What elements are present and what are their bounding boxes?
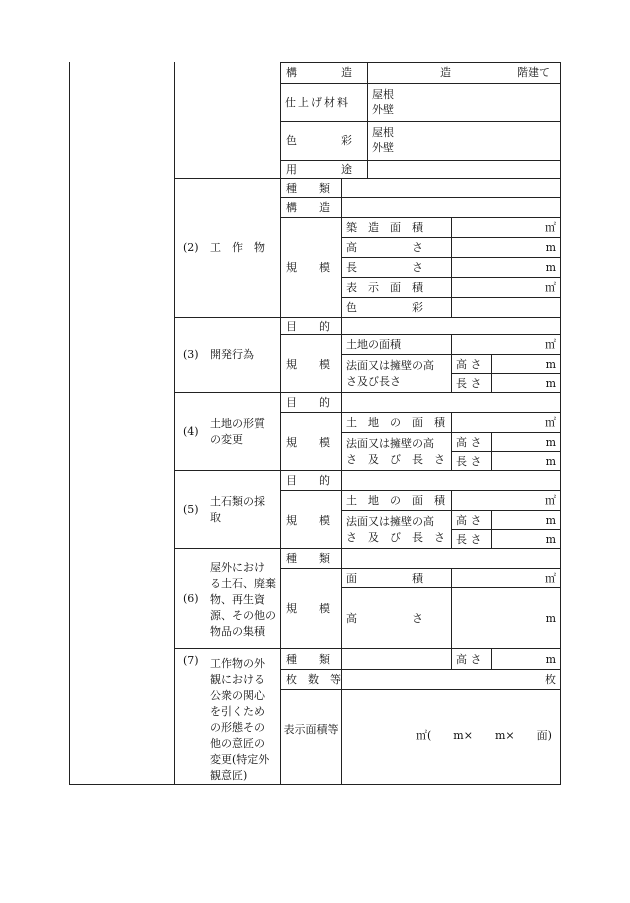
display-area-label: 表 示 面 積 [346, 281, 423, 294]
unit-m: m [545, 455, 556, 468]
scale-label: 規 模 [286, 358, 330, 371]
section-title-line2: 取 [210, 511, 221, 524]
section-number: (2) [183, 241, 199, 254]
finish-label: 仕上げ材料 [285, 96, 350, 109]
row-border [280, 689, 561, 690]
structure-label: 構 造 [286, 66, 352, 79]
column-divider [341, 178, 342, 785]
color-label: 色 彩 [286, 134, 352, 147]
row-border [280, 121, 561, 122]
section-border [174, 178, 561, 179]
use-label: 用 途 [286, 163, 352, 176]
column-divider [451, 568, 452, 648]
display-area-label: 表示面積等 [283, 723, 339, 736]
unit-m: m [545, 612, 556, 625]
unit-sqm: ㎡ [545, 494, 556, 507]
length-label: 長 さ [456, 377, 482, 390]
scale-label: 規 模 [286, 436, 330, 449]
row-border [280, 62, 561, 63]
unit-m: m [545, 241, 556, 254]
column-divider [280, 62, 281, 785]
section-border [174, 392, 561, 393]
slope-label-line2: さ 及 び 長 さ [346, 531, 445, 544]
section-title: 工作物の外 観における 公衆の関心 を引くため の形態その 他の意匠の 変更(特定外 観意匠) [210, 657, 270, 782]
height-label: 高 さ [346, 612, 423, 625]
scale-label: 規 模 [286, 602, 330, 615]
scale-label: 規 模 [286, 261, 330, 274]
unit-sqm: ㎡ [545, 338, 556, 351]
unit-m: m [545, 436, 556, 449]
section-border [174, 470, 561, 471]
row-border [451, 451, 561, 452]
structure-label: 構 造 [286, 201, 330, 214]
row-border [280, 334, 561, 335]
length-label: 長 さ [456, 455, 482, 468]
row-border [341, 297, 561, 298]
unit-sheets: 枚 [545, 673, 556, 686]
row-border [280, 160, 561, 161]
row-border [341, 587, 561, 588]
height-label: 高 さ [456, 514, 482, 527]
row-border [280, 412, 561, 413]
section-border [174, 548, 561, 549]
height-label: 高 さ [456, 358, 482, 371]
unit-sqm: ㎡ [545, 221, 556, 234]
column-divider [451, 217, 452, 317]
row-border [280, 83, 561, 84]
kind-label: 種 類 [286, 653, 330, 666]
slope-label-line1: 法面又は擁壁の高 [346, 359, 434, 372]
column-divider [174, 62, 175, 785]
row-border [280, 217, 561, 218]
land-area-label: 土 地 の 面 積 [346, 494, 445, 507]
section-number: (3) [183, 348, 199, 361]
unit-m: m [545, 377, 556, 390]
kind-label: 種 類 [286, 182, 330, 195]
section-title-line2: の変更 [210, 433, 243, 446]
border-left [69, 62, 70, 785]
row-border [341, 277, 561, 278]
column-divider [451, 648, 452, 669]
section-number: (4) [183, 425, 199, 438]
color-wall: 外壁 [372, 141, 394, 154]
length-label: 長 さ [456, 533, 482, 546]
kind-label: 種 類 [286, 552, 330, 565]
row-border [451, 529, 561, 530]
section-title-line1: 土石類の採 [210, 495, 265, 508]
column-divider [451, 490, 452, 548]
section-border [174, 317, 561, 318]
section-title: 開発行為 [210, 348, 254, 361]
slope-label-line2: さ 及 び 長 さ [346, 453, 445, 466]
row-border [341, 510, 561, 511]
scale-label: 規 模 [286, 514, 330, 527]
color-label: 色 彩 [346, 301, 423, 314]
length-label: 長 さ [346, 261, 423, 274]
section-number: (6) [183, 592, 199, 605]
row-border [341, 354, 561, 355]
section-number: (7) [183, 654, 199, 667]
border-bottom [69, 784, 561, 785]
section-title: 屋外におけ る土石、廃棄 物、再生資 源、その他の 物品の集積 [210, 561, 276, 638]
unit-sqm: ㎡ [545, 416, 556, 429]
row-border [280, 568, 561, 569]
count-label: 枚 数 等 [286, 673, 341, 686]
section-border [174, 648, 561, 649]
column-divider [491, 648, 492, 669]
building-area-label: 築 造 面 積 [346, 221, 423, 234]
unit-m: m [545, 261, 556, 274]
height-label: 高 さ [456, 436, 482, 449]
column-divider [451, 334, 452, 392]
unit-sqm: ㎡ [545, 572, 556, 585]
finish-roof: 屋根 [372, 88, 394, 101]
purpose-label: 目 的 [286, 474, 330, 487]
column-divider [451, 412, 452, 470]
finish-wall: 外壁 [372, 103, 394, 116]
border-right [560, 62, 561, 785]
unit-m: m [545, 533, 556, 546]
unit-sqm: ㎡ [545, 281, 556, 294]
structure-value[interactable]: 造 階建て [440, 66, 550, 79]
purpose-label: 目 的 [286, 320, 330, 333]
section-title: 工 作 物 [210, 241, 265, 254]
slope-label-line2: さ及び長さ [346, 375, 401, 388]
area-label: 面 積 [346, 572, 423, 585]
height-label: 高 さ [346, 241, 423, 254]
unit-m: m [545, 358, 556, 371]
section-title-line1: 土地の形質 [210, 417, 265, 430]
row-border [280, 490, 561, 491]
display-area-formula: ㎡( m× m× 面) [416, 729, 552, 742]
unit-m: m [545, 514, 556, 527]
slope-label-line1: 法面又は擁壁の高 [346, 437, 434, 450]
row-border [280, 197, 561, 198]
height-label: 高 さ [456, 653, 482, 666]
row-border [280, 669, 561, 670]
unit-m: m [545, 653, 556, 666]
row-border [341, 237, 561, 238]
slope-label-line1: 法面又は擁壁の高 [346, 515, 434, 528]
color-roof: 屋根 [372, 126, 394, 139]
row-border [341, 432, 561, 433]
land-area-label: 土 地 の 面 積 [346, 416, 445, 429]
section-number: (5) [183, 503, 199, 516]
land-area-label: 土地の面積 [346, 338, 401, 351]
row-border [341, 257, 561, 258]
row-border [451, 373, 561, 374]
purpose-label: 目 的 [286, 396, 330, 409]
